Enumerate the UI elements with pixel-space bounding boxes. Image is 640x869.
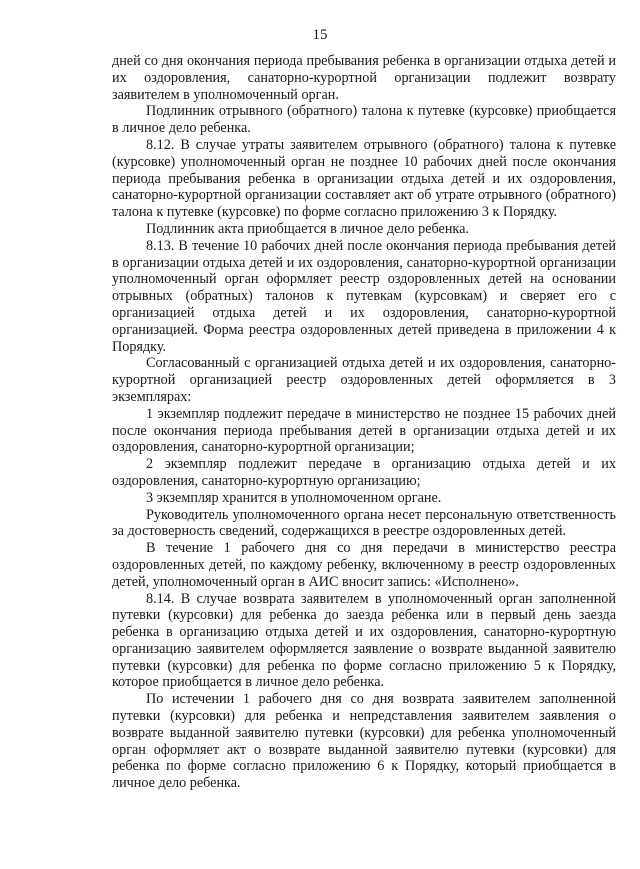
- paragraph-copy-3: 3 экземпляр хранится в уполномоченном органе.: [146, 489, 442, 506]
- body-text: [112, 53, 616, 792]
- paragraph-8-12: 8.12. В случае утраты заявителем отрывного (обратного) талона к путевке (курсовке) уполномоченный орган не позднее 10 рабочих дней после окончания периода пребывания ребенка в организации отдыха детей и их оздоровления, санаторно-курортной организации составляет акт об утрате отрывного (обратного) талона к путевке (курсовке) по форме согласно приложению 3 к Порядку.: [112, 136, 616, 221]
- paragraph-responsibility: Руководитель уполномоченного органа несет персональную ответственность за достоверность сведений, содержащихся в реестре оздоровленных детей.: [112, 506, 616, 540]
- paragraph-continuation: дней со дня окончания периода пребывания ребенка в организации отдыха детей и их оздоровления, санаторно-курортной организации подлежит возврату заявителем в уполномоченный орган.: [112, 53, 616, 103]
- paragraph-registry-copies: Согласованный с организацией отдыха детей и их оздоровления, санаторно-курортной организацией реестр оздоровленных детей оформляется в 3 экземплярах:: [112, 355, 616, 405]
- paragraph-ais-record: В течение 1 рабочего дня со дня передачи в министерство реестра оздоровленных детей, по каждому ребенку, включенному в реестр оздоровленных детей, уполномоченный орган в АИС вносит запись: «Исполнено».: [112, 540, 616, 590]
- paragraph-copy-2: 2 экземпляр подлежит передаче в организацию отдыха детей и их оздоровления, санаторно-курортную организацию;: [112, 456, 616, 489]
- page-number: 15: [312, 27, 328, 43]
- paragraph-stub-attachment: Подлинник отрывного (обратного) талона к путевке (курсовке) приобщается в личное дело ребенка.: [112, 103, 616, 137]
- paragraph-return-act: По истечении 1 рабочего дня со дня возврата заявителем заполненной путевки (курсовки) для ребенка и непредставления заявителем заявления о возврате выданной заявителю путевки (курсовки) для ребенка уполномоченный орган оформляет акт о возврате выданной заявителю путевки (курсовки) для ребенка по форме согласно приложению 6 к Порядку, который приобщается в личное дело ребенка.: [112, 691, 616, 792]
- paragraph-copy-1: 1 экземпляр подлежит передаче в министерство не позднее 15 рабочих дней после окончания периода пребывания детей в организации отдыха детей и их оздоровления, санаторно-курортной организации;: [112, 405, 616, 456]
- paragraph-8-14: 8.14. В случае возврата заявителем в уполномоченный орган заполненной путевки (курсовки) для ребенка до заезда ребенка или в первый день заезда ребенка в организацию отдыха детей и их оздоровления, санаторно-курортную организацию заявителем оформляется заявление о возврате выданной заявителю путевки (курсовки) для ребенка по форме согласно приложению 5 к Порядку, которое приобщается в личное дело ребенка.: [112, 590, 616, 691]
- paragraph-8-13: 8.13. В течение 10 рабочих дней после окончания периода пребывания детей в организации отдыха детей и их оздоровления, санаторно-курортной организации уполномоченный орган оформляет реестр оздоровленных детей на основании отрывных (обратных) талонов к путевкам (курсовкам) и сверяет его с организацией отдыха детей и их оздоровления, санаторно-курортной организацией. Форма реестра оздоровленных детей приведена в приложении 4 к Порядку.: [112, 237, 616, 355]
- paragraph-act-attachment: Подлинник акта приобщается в личное дело ребенка.: [146, 220, 469, 237]
